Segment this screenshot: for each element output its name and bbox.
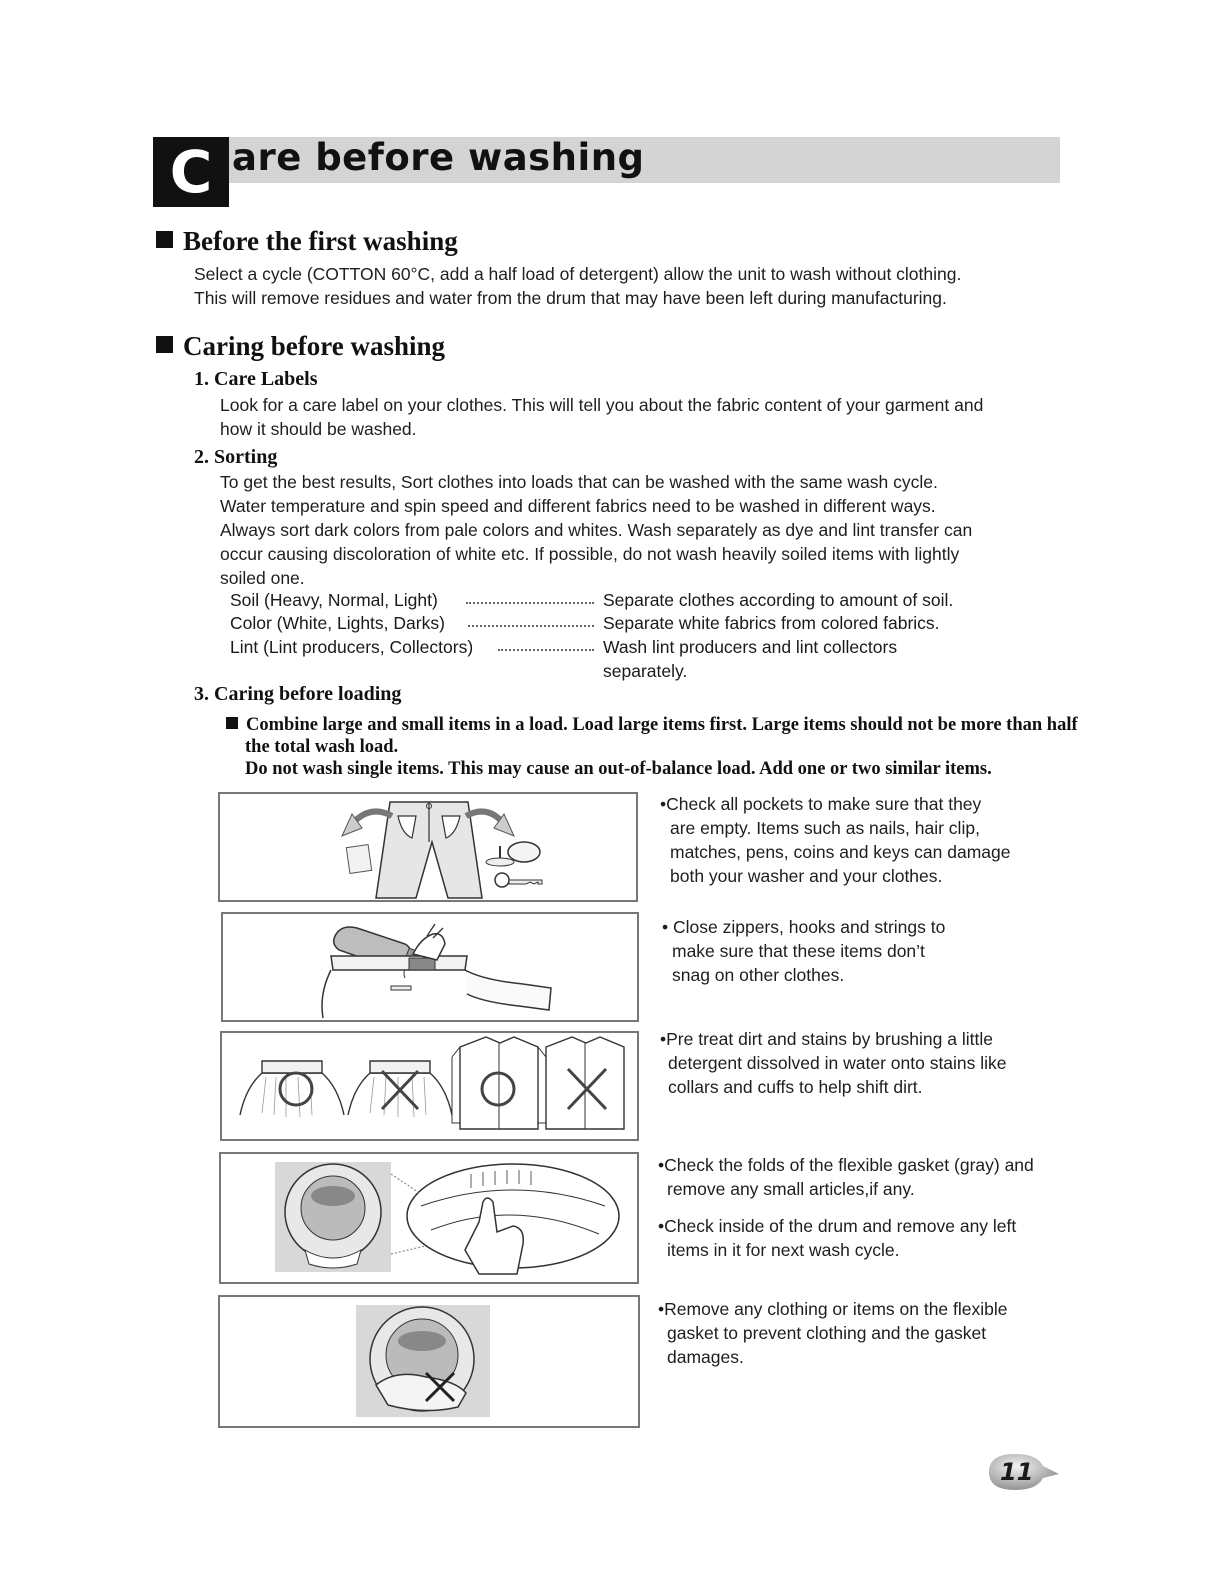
illustration-panel-zippers [221,912,639,1022]
sort-row-soil-desc: Separate clothes according to amount of soil. [603,590,954,610]
sorting-text: To get the best results, Sort clothes into loads that can be washed with the same wash cycle. Water temperature and spin speed and different fabrics need to be washed in different ways. Always sort dark colors from pale colors and whites. Wash separately as dye and lint transfer can occur causing discoloration of white etc. If possible, do not wash heavily soiled items with lightly soiled one. [220,472,973,588]
page-title: are before washing [232,136,645,179]
sort-row-lint-desc-cont: separately. [603,661,688,681]
first-washing-text: Select a cycle (COTTON 60°C, add a half load of detergent) allow the unit to wash without clothing. This will remove residues and water from the drum that may have been left during manufacturing. [194,264,962,308]
page-number: 11 [1000,1458,1034,1486]
remove-items-illustration [220,1297,638,1426]
illustration-panel-gasket [219,1152,639,1284]
title-initial: C [153,137,229,207]
tip-check-drum: •Check inside of the drum and remove any left items in it for next wash cycle. [658,1216,1017,1260]
pants-pockets-illustration [220,794,636,900]
sorting-heading: 2. Sorting [194,446,278,468]
care-labels-text: Look for a care label on your clothes. This will tell you about the fabric content of your garment and how it should be washed. [220,395,984,439]
sort-row-color-label: Color (White, Lights, Darks) [230,613,445,633]
illustration-panel-do-dont [220,1031,639,1141]
dot-leader [468,625,594,627]
dot-leader [466,602,594,604]
sort-row-lint-label: Lint (Lint producers, Collectors) [230,637,474,657]
tip-remove-clothing: •Remove any clothing or items on the flexible gasket to prevent clothing and the gasket damages. [658,1299,1008,1367]
dot-leader [498,649,594,651]
sort-row-soil-label: Soil (Heavy, Normal, Light) [230,590,438,610]
section-heading-first-washing: Before the first washing [156,226,458,257]
sort-row-lint-desc: Wash lint producers and lint collectors [603,637,898,657]
square-bullet-icon [226,717,238,729]
care-labels-heading: 1. Care Labels [194,368,318,390]
illustration-panel-remove-items [218,1295,640,1428]
sort-row-color-desc: Separate white fabrics from colored fabrics. [603,613,940,633]
section-heading-caring: Caring before washing [156,331,445,362]
detergent-brush-illustration [223,914,637,1020]
tip-close-zippers: • Close zippers, hooks and strings to make sure that these items don’t snag on other clothes. [662,917,946,985]
tip-check-pockets: •Check all pockets to make sure that they are empty. Items such as nails, hair clip, matches, pens, coins and keys can damage both your washer and your clothes. [660,794,1011,886]
square-bullet-icon [156,336,173,353]
tip-check-gasket-folds: •Check the folds of the flexible gasket (gray) and remove any small articles,if any. [658,1155,1034,1199]
tip-pre-treat: •Pre treat dirt and stains by brushing a little detergent dissolved in water onto stains like collars and cuffs to help shift dirt. [660,1029,1007,1097]
do-dont-illustration [222,1033,637,1139]
illustration-panel-pockets [218,792,638,902]
gasket-check-illustration [221,1154,637,1282]
loading-heading: 3. Caring before loading [194,683,402,705]
square-bullet-icon [156,231,173,248]
loading-note: Combine large and small items in a load. Load large items first. Large items should not be more than half the total wash load. Do not wash single items. This may cause an out-of-balance load. Add one or two similar items. [226,714,1056,780]
